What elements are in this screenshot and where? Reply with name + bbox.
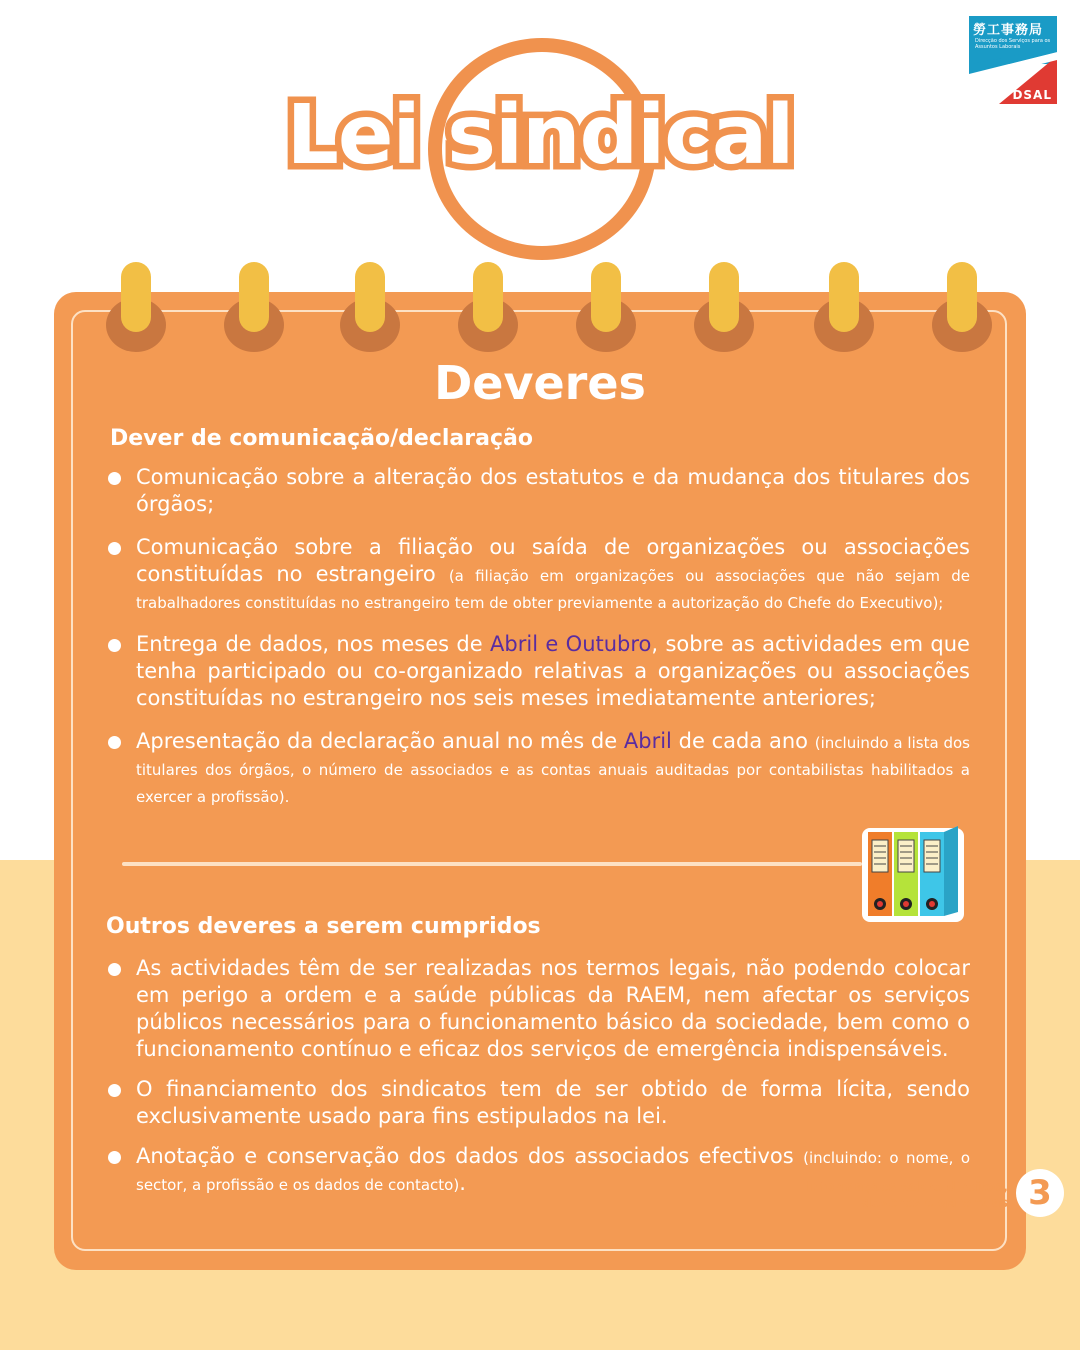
logo-chinese-name: 勞工事務局 xyxy=(973,23,1044,38)
list-item xyxy=(106,534,970,615)
list-item xyxy=(106,464,970,518)
binder-ring xyxy=(458,262,518,352)
binder-ring xyxy=(340,262,400,352)
section1-title: Dever de comunicação/declaração xyxy=(110,426,533,451)
binder-ring xyxy=(694,262,754,352)
binder-ring xyxy=(932,262,992,352)
bullet-text: , sobre as actividades em que tenha participado ou co-organizado relativas a organizações ou associações constituídas no estrangeiro nos seis meses imediatamente anteriores; xyxy=(136,632,970,710)
bullet-note: (a filiação em organizações ou associações que não sejam de trabalhadores constituídas no estrangeiro tem de obter previamente a autorização do Chefe do Executivo); xyxy=(136,567,970,612)
page-number: 3 xyxy=(1016,1169,1064,1217)
logo-acronym: DSAL xyxy=(1012,88,1052,102)
list-item xyxy=(106,955,970,1063)
highlight-months: Abril e Outubro xyxy=(490,632,652,656)
highlight-month: Abril xyxy=(623,729,672,753)
bullet-text: Comunicação sobre a alteração dos estatutos e da mudança dos titulares dos órgãos; xyxy=(136,465,970,516)
bullet-text: Apresentação da declaração anual no mês de xyxy=(136,729,618,753)
section-heading: Deveres xyxy=(434,356,646,410)
bullet-text: de cada ano xyxy=(678,729,808,753)
logo-portuguese-name: Direcção dos Serviços para os Assuntos Laborais xyxy=(975,38,1051,50)
bullet-text: Comunicação sobre a filiação ou saída de organizações ou associações constituídas no estrangeiro xyxy=(136,535,970,586)
footer-line: Informações sobre direitos, xyxy=(805,1180,1008,1195)
list-item xyxy=(106,631,970,712)
binders-icon xyxy=(860,822,968,926)
bullet-text: . xyxy=(459,1171,466,1195)
bullet-text: Anotação e conservação dos dados dos associados efectivos xyxy=(136,1144,794,1168)
bullet-note: (incluindo a lista dos titulares dos órgãos, o número de associados e as contas anuais auditadas por contabilistas habilitados a exercer a profissão). xyxy=(136,734,970,806)
footer-caption xyxy=(748,1180,1008,1212)
list-item xyxy=(106,728,970,809)
page-title: Lei sindical xyxy=(286,88,794,183)
section1-list xyxy=(106,464,970,809)
binder-ring xyxy=(106,262,166,352)
bullet-text: As actividades têm de ser realizadas nos termos legais, não podendo colocar em perigo a ordem e a saúde públicas da RAEM, nem afectar os serviços públicos necessários para o funcionamento básico da sociedade, bem como o funcionamento contínuo e eficaz dos serviços de emergência indispensáveis. xyxy=(136,956,970,1061)
section2-list xyxy=(106,955,970,1197)
list-item xyxy=(106,1076,970,1130)
bullet-text: Entrega de dados, nos meses de xyxy=(136,632,483,656)
binder-ring xyxy=(224,262,284,352)
bullet-note: (incluindo: o nome, o sector, a profissão e os dados de contacto) xyxy=(136,1149,970,1194)
footer-line: deveres e garantias xyxy=(862,1196,1008,1211)
dsal-logo xyxy=(969,16,1057,104)
binder-ring xyxy=(814,262,874,352)
binder-ring xyxy=(576,262,636,352)
section-divider xyxy=(122,862,862,866)
bullet-text: O financiamento dos sindicatos tem de ser obtido de forma lícita, sendo exclusivamente usado para fins estipulados na lei. xyxy=(136,1077,970,1128)
section2-title: Outros deveres a serem cumpridos xyxy=(106,914,541,939)
